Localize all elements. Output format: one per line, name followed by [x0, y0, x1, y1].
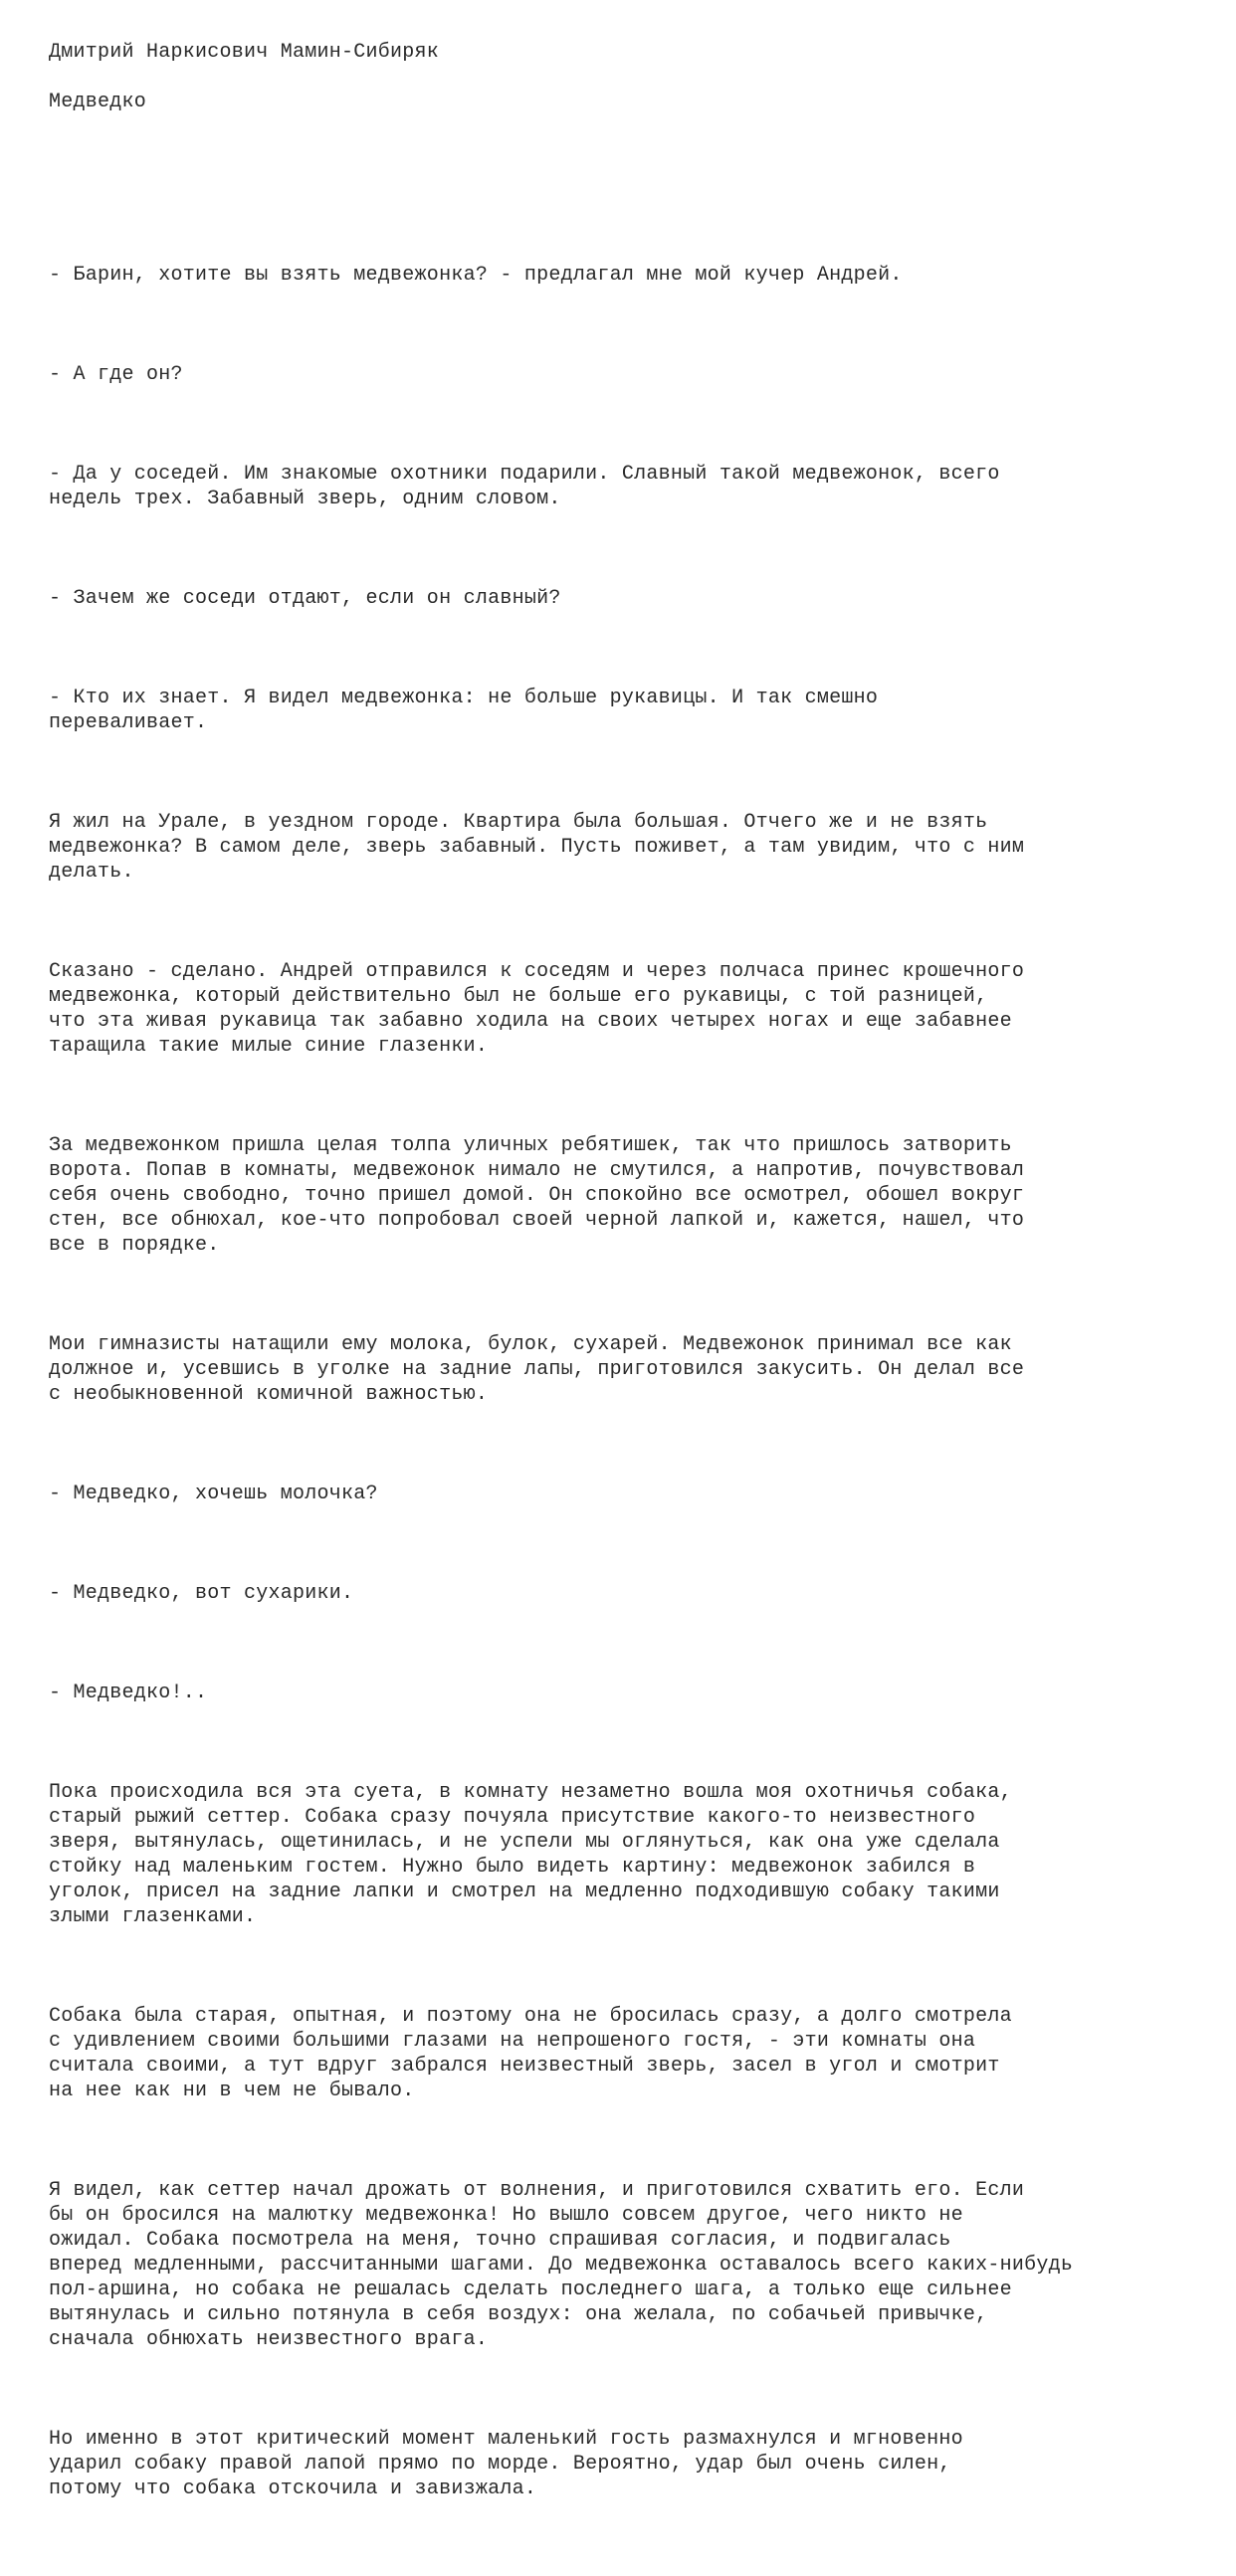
paragraph: - Барин, хотите вы взять медвежонка? - предлагал мне мой кучер Андрей. — [49, 264, 903, 287]
paragraph: - Да у соседей. Им знакомые охотники подарили. Славный такой медвежонок, всего недель трех. Забавный зверь, одним словом. — [49, 463, 1000, 510]
author-name: Дмитрий Наркисович Мамин-Сибиряк — [49, 41, 440, 64]
paragraph: Пока происходила вся эта суета, в комнату незаметно вошла моя охотничья собака, старый рыжий сеттер. Собака сразу почуяла присутствие какого-то неизвестного зверя, вытянулась, ощетинилась, и не успели мы оглянуться, как она уже сделала стойку над маленьким гостем. Нужно было видеть картину: медвежонок забился в уголок, присел на задние лапки и смотрел на медленно подходившую собаку такими злыми глазенками. — [49, 1781, 1012, 1928]
paragraph: Я видел, как сеттер начал дрожать от волнения, и приготовился схватить его. Если бы он бросился на малютку медвежонка! Но вышло совсем другое, чего никто не ожидал. Собака посмотрела на меня, точно спрашивая согласия, и подвигалась вперед медленными, рассчитанными шагами. До медвежонка оставалось всего каких-нибудь пол-аршина, но собака не решалась сделать последнего шага, а только еще сильнее вытянулась и сильно потянула в себя воздух: она желала, по собачьей привычке, сначала обнюхать неизвестного врага. — [49, 2179, 1074, 2351]
story-title: Медведко — [49, 91, 147, 113]
paragraph: Сказано - сделано. Андрей отправился к соседям и через полчаса принес крошечного медвежонка, который действительно был не больше его рукавицы, с той разницей, что эта живая рукавица так забавно ходила на своих четырех ногах и еще забавнее таращила такие милые синие глазенки. — [49, 960, 1025, 1058]
paragraph: Я жил на Урале, в уездном городе. Квартира была большая. Отчего же и не взять медвежонка? В самом деле, зверь забавный. Пусть поживет, а там увидим, что с ним делать. — [49, 811, 1025, 884]
paragraph: - Медведко, хочешь молочка? — [49, 1483, 378, 1505]
paragraph: - Кто их знает. Я видел медвежонка: не больше рукавицы. И так смешно переваливает. — [49, 687, 879, 734]
paragraph: - Медведко, вот сухарики. — [49, 1582, 354, 1605]
paragraph: Мои гимназисты натащили ему молока, булок, сухарей. Медвежонок принимал все как должное и, усевшись в уголке на задние лапы, приготовился закусить. Он делал все с необыкновенной комичной важностью. — [49, 1333, 1025, 1406]
story-body — [49, 213, 1223, 2576]
paragraph: - А где он? — [49, 363, 183, 386]
paragraph: - Зачем же соседи отдают, если он славный? — [49, 587, 561, 610]
paragraph: - Медведко!.. — [49, 1682, 208, 1704]
paragraph: За медвежонком пришла целая толпа уличных ребятишек, так что пришлось затворить ворота. Попав в комнаты, медвежонок нимало не смутился, а напротив, почувствовал себя очень свободно, точно пришел домой. Он спокойно все осмотрел, обошел вокруг стен, все обнюхал, кое-что попробовал своей черной лапкой и, кажется, нашел, что все в порядке. — [49, 1134, 1025, 1257]
paragraph: Собака была старая, опытная, и поэтому она не бросилась сразу, а долго смотрела с удивлением своими большими глазами на непрошеного гостя, - эти комнаты она считала своими, а тут вдруг забрался неизвестный зверь, засел в угол и смотрит на нее как ни в чем не бывало. — [49, 2005, 1012, 2102]
paragraph: Но именно в этот критический момент маленький гость размахнулся и мгновенно ударил собаку правой лапой прямо по морде. Вероятно, удар был очень силен, потому что собака отскочила и завизжала. — [49, 2428, 963, 2500]
